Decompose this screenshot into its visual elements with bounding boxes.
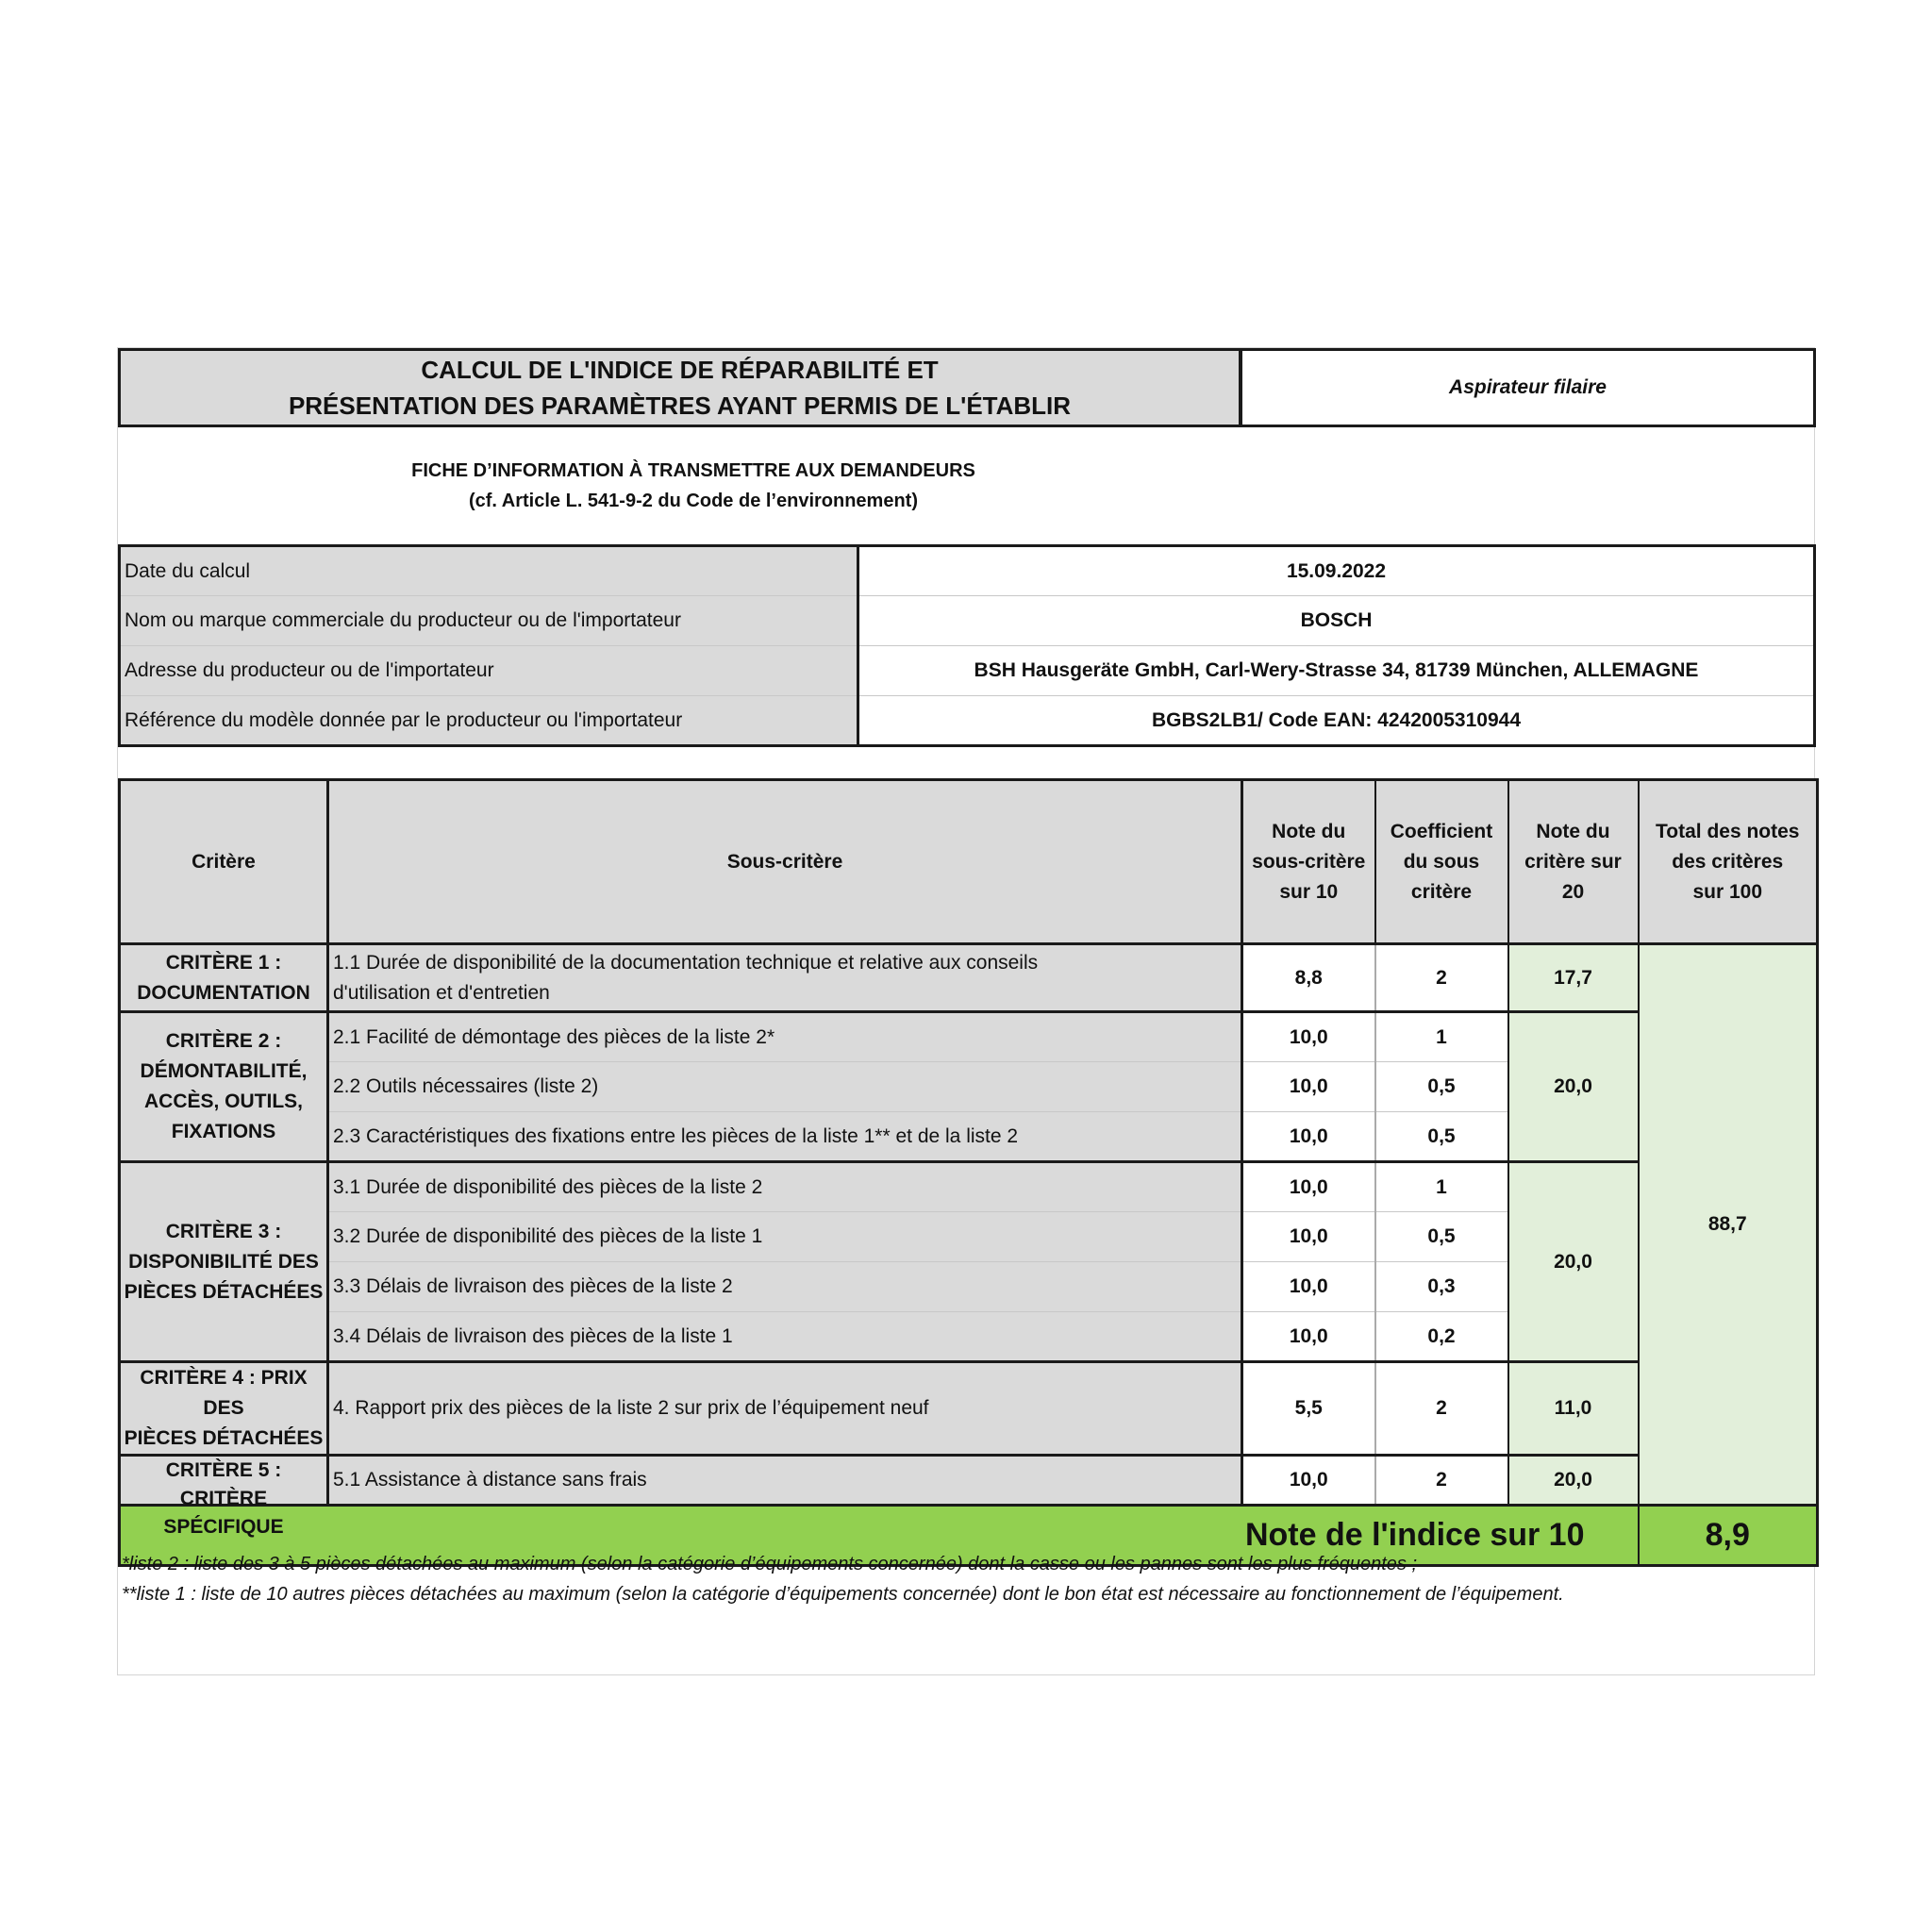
header-text: Note du — [1272, 820, 1346, 842]
table-row — [120, 944, 1818, 1012]
fiche-line1: FICHE D’INFORMATION À TRANSMETTRE AUX DEMANDEURS — [411, 460, 975, 481]
info-table — [118, 544, 1816, 747]
footnote-liste-1: **liste 1 : liste de 10 autres pièces détachées au maximum (selon la catégorie d’équipements concernée) dont le bon état est nécessaire au fonctionnement de l’équipement. — [122, 1584, 1564, 1605]
total-score-100: 88,7 — [1639, 944, 1818, 1506]
header-text: sur 100 — [1692, 880, 1763, 903]
info-value: 15.09.2022 — [858, 546, 1815, 596]
info-value: BSH Hausgeräte GmbH, Carl-Wery-Strasse 34, 81739 München, ALLEMAGNE — [858, 646, 1815, 696]
info-value: BOSCH — [858, 596, 1815, 646]
subcriterion-2-3: 2.3 Caractéristiques des fixations entre les pièces de la liste 1** et de la liste 2 — [328, 1112, 1242, 1162]
subcriterion-coef: 0,3 — [1375, 1262, 1508, 1312]
header-sous-critere: Sous-critère — [328, 780, 1242, 944]
sheet-title-line2: PRÉSENTATION DES PARAMÈTRES AYANT PERMIS DE L'ÉTABLIR — [288, 391, 1072, 420]
info-label: Date du calcul — [120, 546, 858, 596]
criterion-text: CRITÈRE 2 : — [165, 1030, 282, 1052]
table-row — [120, 1456, 1818, 1506]
header-text: sur 10 — [1279, 880, 1339, 903]
subcriterion-note: 10,0 — [1242, 1012, 1375, 1062]
info-label: Nom ou marque commerciale du producteur ou de l'importateur — [120, 596, 858, 646]
footnote-liste-2: *liste 2 : liste des 3 à 5 pièces détachées au maximum (selon la catégorie d’équipements concernée) dont la casse ou les pannes sont les plus fréquentes ; — [122, 1554, 1418, 1574]
criterion-text: CRITÈRE 5 : CRITÈRE — [165, 1459, 282, 1509]
subcriterion-3-4: 3.4 Délais de livraison des pièces de la liste 1 — [328, 1312, 1242, 1362]
info-value: BGBS2LB1/ Code EAN: 4242005310944 — [858, 696, 1815, 746]
criterion-text: CRITÈRE 3 : — [165, 1220, 282, 1242]
info-row-address — [120, 646, 1815, 696]
info-row-brand — [120, 596, 1815, 646]
header-text: des critères — [1672, 850, 1784, 873]
header-text: critère — [1410, 880, 1473, 903]
subcriterion-coef: 2 — [1375, 1362, 1508, 1456]
header-text: 20 — [1561, 880, 1585, 903]
criterion-text: CRITÈRE 4 : PRIX DES — [140, 1367, 308, 1419]
repairability-sheet — [117, 347, 1815, 1675]
subcriterion-2-2: 2.2 Outils nécessaires (liste 2) — [328, 1062, 1242, 1112]
info-row-reference — [120, 696, 1815, 746]
info-label: Référence du modèle donnée par le producteur ou l'importateur — [120, 696, 858, 746]
criterion-3-label — [120, 1162, 328, 1362]
subcriterion-coef: 1 — [1375, 1012, 1508, 1062]
header-coefficient — [1375, 780, 1508, 944]
subcriterion-coef: 0,5 — [1375, 1062, 1508, 1112]
subcriterion-note: 10,0 — [1242, 1312, 1375, 1362]
subcriterion-text: 1.1 Durée de disponibilité de la documentation technique et relative aux conseils — [333, 951, 1039, 974]
fiche-heading — [118, 427, 1816, 544]
product-type — [1240, 348, 1816, 427]
criterion-2-score: 20,0 — [1508, 1012, 1639, 1162]
subcriterion-1-1 — [328, 944, 1242, 1012]
header-total — [1639, 780, 1818, 944]
subcriterion-coef: 2 — [1375, 944, 1508, 1012]
subcriterion-note: 10,0 — [1242, 1062, 1375, 1112]
header-critere: Critère — [120, 780, 328, 944]
criterion-text: ACCÈS, OUTILS, — [143, 1091, 303, 1112]
subcriterion-coef: 0,5 — [1375, 1212, 1508, 1262]
subcriterion-note: 10,0 — [1242, 1112, 1375, 1162]
table-row — [120, 1162, 1818, 1212]
header-text: Coefficient — [1390, 820, 1493, 842]
header-text: critère sur — [1524, 850, 1622, 873]
criterion-4-score: 11,0 — [1508, 1362, 1639, 1456]
subcriterion-5-1: 5.1 Assistance à distance sans frais — [328, 1456, 1242, 1506]
subcriterion-note: 10,0 — [1242, 1212, 1375, 1262]
criterion-text: PIÈCES DÉTACHÉES — [124, 1427, 324, 1449]
sheet-title — [118, 348, 1241, 427]
product-type-label: Aspirateur filaire — [1449, 376, 1607, 398]
subcriterion-3-1: 3.1 Durée de disponibilité des pièces de la liste 2 — [328, 1162, 1242, 1212]
subcriterion-note: 5,5 — [1242, 1362, 1375, 1456]
header-note-critere — [1508, 780, 1639, 944]
header-text: Total des notes — [1656, 820, 1800, 842]
criterion-1-score: 17,7 — [1508, 944, 1639, 1012]
criterion-3-score: 20,0 — [1508, 1162, 1639, 1362]
subcriterion-3-3: 3.3 Délais de livraison des pièces de la liste 2 — [328, 1262, 1242, 1312]
final-score-label: Note de l'indice sur 10 — [120, 1506, 1639, 1566]
subcriterion-coef: 1 — [1375, 1162, 1508, 1212]
footnotes — [122, 1549, 1564, 1609]
header-text: Note du — [1536, 820, 1610, 842]
table-row — [120, 1012, 1818, 1062]
table-row — [120, 1362, 1818, 1456]
sheet-title-line1: CALCUL DE L'INDICE DE RÉPARABILITÉ ET — [421, 356, 939, 384]
subcriterion-coef: 0,2 — [1375, 1312, 1508, 1362]
criterion-5-score: 20,0 — [1508, 1456, 1639, 1506]
subcriterion-note: 10,0 — [1242, 1262, 1375, 1312]
subcriterion-text: d'utilisation et d'entretien — [333, 981, 550, 1004]
fiche-line2: (cf. Article L. 541-9-2 du Code de l’environnement) — [468, 491, 918, 511]
subcriterion-coef: 0,5 — [1375, 1112, 1508, 1162]
subcriterion-note: 10,0 — [1242, 1162, 1375, 1212]
subcriterion-note: 8,8 — [1242, 944, 1375, 1012]
info-label: Adresse du producteur ou de l'importateur — [120, 646, 858, 696]
header-note-sous-critere — [1242, 780, 1375, 944]
subcriterion-4: 4. Rapport prix des pièces de la liste 2 sur prix de l’équipement neuf — [328, 1362, 1242, 1456]
subcriterion-note: 10,0 — [1242, 1456, 1375, 1506]
info-row-date — [120, 546, 1815, 596]
subcriterion-3-2: 3.2 Durée de disponibilité des pièces de la liste 1 — [328, 1212, 1242, 1262]
criterion-text: SPÉCIFIQUE — [163, 1516, 284, 1538]
criterion-4-label — [120, 1362, 328, 1456]
header-text: du sous — [1403, 850, 1480, 873]
criterion-text: CRITÈRE 1 : — [165, 951, 282, 974]
criterion-text: DOCUMENTATION — [137, 981, 310, 1004]
final-score-value: 8,9 — [1639, 1506, 1818, 1566]
criterion-text: FIXATIONS — [171, 1121, 276, 1142]
criterion-2-label — [120, 1012, 328, 1162]
header-text: sous-critère — [1252, 850, 1366, 873]
subcriterion-2-1: 2.1 Facilité de démontage des pièces de la liste 2* — [328, 1012, 1242, 1062]
table-header-row — [120, 780, 1818, 944]
criterion-5-label — [120, 1456, 328, 1538]
subcriterion-coef: 2 — [1375, 1456, 1508, 1506]
criterion-text: PIÈCES DÉTACHÉES — [124, 1280, 324, 1303]
criterion-text: DÉMONTABILITÉ, — [140, 1060, 308, 1082]
criteria-table — [118, 778, 1819, 1567]
criterion-text: DISPONIBILITÉ DES — [128, 1250, 319, 1273]
criterion-1-label — [120, 944, 328, 1012]
